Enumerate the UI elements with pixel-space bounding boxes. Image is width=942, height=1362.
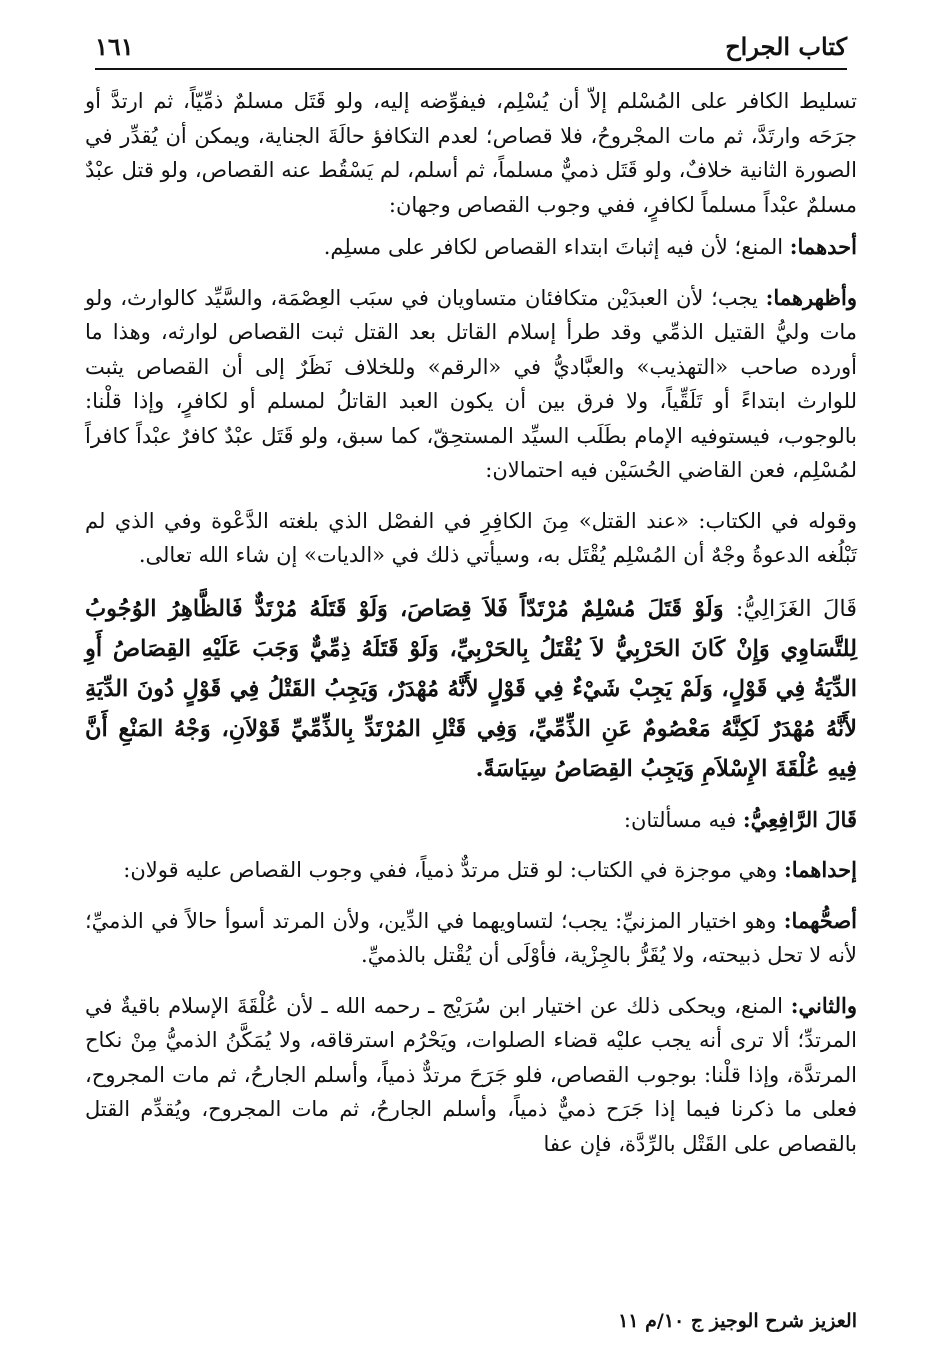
paragraph-lead: والثاني: xyxy=(790,992,857,1018)
paragraph-text: وقوله في الكتاب: «عند القتل» مِنَ الكافِرِ في الفصْل الذي بلغته الدَّعْوة وفي الذي لم تَبْلُغه الدعوةُ وجْهٌ أن المُسْلِم يُقْتَل به، وسيأتي ذلك في «الديات» إن شاء الله تعالى. xyxy=(85,508,857,567)
paragraph-text: تسليط الكافر على المُسْلم إلاّ أن يُسْلِم، فيفوِّضه إليه، ولو قَتَل مسلمٌ ذمِّيّاً، ثم ارتدَّ أو جرَحَه وارتَدَّ، ثم مات المجْروحُ، فلا قصاص؛ لعدم التكافؤ حالَةَ الجناية، ويمكن أن يُقدِّر في الصورة الثانية خلافٌ، ولو قَتَل ذميٌّ مسلماً، ثم أسلم، لم يَسْقُط عنه القصاص، ولو قتل عبْدٌ مسلمٌ عبْداً مسلماً لكافرٍ، ففي وجوب القصاص وجهان: xyxy=(85,89,857,217)
paragraph-lead: قَالَ الرَّافِعِيُّ: xyxy=(742,806,857,832)
paragraph-text: وهي موجزة في الكتاب: لو قتل مرتدٌّ ذمياً، ففي وجوب القصاص عليه قولان: xyxy=(123,858,784,882)
page-header xyxy=(95,28,847,70)
paragraph xyxy=(85,281,857,488)
paragraph-text: وَلَوْ قَتَلَ مُسْلِمٌ مُرْتَدّاً فَلاَ قِصَاصَ، وَلَوْ قَتَلَهُ مُرْتَدٌّ فَالظَّاهِرُ الوُجُوبُ لِلتَّسَاوِي وَإِنْ كَانَ الحَرْبِيُّ لاَ يُقْتَلُ بِالحَرْبِيِّ، وَلَوْ قَتَلَهُ ذِمِّيٌّ وَجَبَ عَلَيْهِ القِصَاصُ أَوِ الدِّيَةُ فِي قَوْلٍ، وَلَمْ يَجِبْ شَيْءٌ فِي قَوْلٍ لأَنَّهُ مُهْدَرٌ، وَيَجِبُ القَتْلُ فِي قَوْلٍ دُونَ الدِّيَةِ لأَنَّهُ مُهْدَرٌ لَكِنَّهُ مَعْصُومٌ عَنِ الذِّمِّيِّ، وَفِي قَتْلِ المُرْتَدِّ بِالذِّمِّيِّ قَوْلاَنِ، وَجْهُ المَنْعِ أَنَّ فِيهِ عُلْقَةَ الإِسْلاَمِ وَيَجِبُ القِصَاصُ سِيَاسَةً. xyxy=(85,595,857,782)
paragraph-lead: أحدهما: xyxy=(789,234,857,259)
paragraph xyxy=(85,904,857,973)
paragraph-lead: وأظهرهما: xyxy=(765,284,857,310)
paragraph xyxy=(85,803,857,838)
paragraph xyxy=(85,853,857,888)
paragraph-lead: إحداهما: xyxy=(783,857,857,882)
ghazali-matn-paragraph xyxy=(85,589,857,789)
paragraph-lead: أصحُّهما: xyxy=(783,907,857,933)
paragraph-text: يجب؛ لأن العبدَيْن متكافئان متساويان في سبَب العِصْمَة، والسَّيِّد كالوارث، ولو مات وليُّ القتيل الذمِّي وقد طرأ إسلام القاتل بعد القتل ثبت القصاص لوارثه، وهذا ما أورده صاحب «التهذيب» والعبَّاديُّ في «الرقم» وللخلاف نَظَرٌ إلى أن القصاص يثبت للوارث ابتداءً أو تَلَقِّياً، ولا فرق بين أن يكون العبد القاتلُ لمسلم أو لكافرٍ، وإذا قلْنا: بالوجوب، فيستوفيه الإمام بطَلَب السيِّد المستحِقّ، كما سبق، ولو قَتَل عبْدٌ كافرٌ عبْداً كافراً لمُسْلِم، فعن القاضي الحُسَيْن فيه احتمالان: xyxy=(85,285,857,482)
footer-signature: العزيز شرح الوجيز ج ١٠/م ١١ xyxy=(618,1310,857,1332)
paragraph xyxy=(85,230,857,265)
page-body xyxy=(85,84,857,1177)
paragraph-lead: قَالَ الغَزَالِيُّ: xyxy=(735,595,857,622)
paragraph-text: المنع؛ لأن فيه إثباتَ ابتداء القصاص لكافر على مسلِم. xyxy=(323,235,790,259)
paragraph-text: وهو اختيار المزنيِّ: يجب؛ لتساويهما في الدِّين، ولأن المرتد أسوأ حالاً في الذميِّ؛ لأنه لا تحل ذبيحته، ولا يُقَرُّ بالجِزْية، فأوْلَى أن يُقْتل بالذميِّ. xyxy=(85,908,857,967)
paragraph xyxy=(85,504,857,573)
book-title: كتاب الجراح xyxy=(725,32,847,61)
page-number: ١٦١ xyxy=(95,32,134,61)
paragraph-text: المنع، ويحكى ذلك عن اختيار ابن سُرَيْج ـ رحمه الله ـ لأن عُلْقَةَ الإسلام باقيةٌ في المرتدِّ؛ ألا ترى أنه يجب عليْه قضاء الصلوات، ويَحْرُم استرقاقه، ولا يُمَكَّنُ الذميُّ مِنْ نكاح المرتدَّة، وإذا قلْنا: بوجوب القصاص، فلو جَرَحَ مرتدٌّ ذمياً، وأسلم الجارحُ، ثم مات المجروح، فعلى ما ذكرنا فيما إذا جَرَح ذميٌّ ذمياً، وأسلم الجارحُ، ثم مات المجروح، ويُقدِّم القتل بالقصاص على القَتْل بالرِّدَّة، فإن عفا xyxy=(85,993,857,1156)
paragraph xyxy=(85,84,857,222)
paragraph xyxy=(85,989,857,1162)
paragraph-text: فيه مسألتان: xyxy=(623,807,743,832)
